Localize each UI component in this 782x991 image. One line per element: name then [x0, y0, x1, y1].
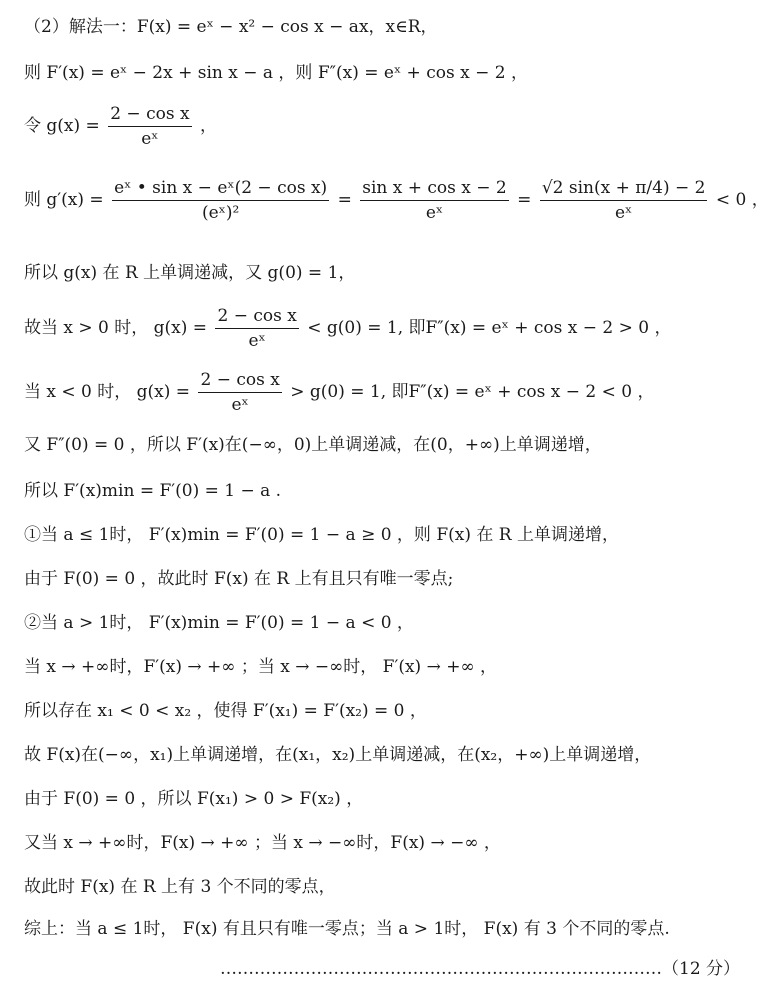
line-2: 则 F′(x) = eˣ − 2x + sin x − a ，则 F″(x) = eˣ + cos x − 2 ，	[24, 63, 528, 83]
line-18: 故此时 F(x) 在 R 上有 3 个不同的零点，	[24, 877, 336, 897]
line-17: 又当 x → +∞时，F(x) → +∞ ；当 x → −∞时，F(x) → −∞ ，	[24, 833, 501, 853]
score-footer: ……………………………………………………………………（12 分）	[220, 959, 741, 979]
fraction: $\frac{\text{sin x + cos x − 2}}{\text{eˣ}}$	[362, 178, 507, 223]
line-16: 由于 F(0) = 0 ，所以 F(x₁) > 0 > F(x₂) ，	[24, 789, 364, 809]
line-13: 当 x → +∞时，F′(x) → +∞ ；当 x → −∞时， F′(x) → +∞ ，	[24, 657, 498, 677]
line-12: ②当 a > 1时， F′(x)min = F′(0) = 1 − a < 0 ，	[24, 613, 414, 633]
fraction: $\frac{\text{2 − cos x}}{\text{eˣ}}$	[110, 104, 190, 149]
line-4: 则 g′(x) = $\frac{\text{eˣ • sin x − eˣ(2 − cos x)}}{\text{(eˣ)²}}$ = $\frac{\text{sin x + cos x − 2}}{\text{eˣ}}$ = $\frac{√2 \sin(x + \pi/4) - 2}{\text{eˣ}}$ < 0 ，	[24, 178, 769, 223]
fraction: $\frac{\text{2 − cos x}}{\text{eˣ}}$	[217, 306, 297, 351]
line-11: 由于 F(0) = 0 ，故此时 F(x) 在 R 上有且只有唯一零点;	[24, 569, 454, 589]
line-14: 所以存在 x₁ < 0 < x₂ ，使得 F′(x₁) = F′(x₂) = 0 ，	[24, 701, 427, 721]
line-3: 令 g(x) = $\frac{\text{2 − cos x}}{\text{eˣ}}$ ，	[24, 104, 217, 149]
line-5: 所以 g(x) 在 R 上单调递减，又 g(0) = 1，	[24, 263, 356, 283]
fraction: $\frac{\text{eˣ • sin x − eˣ(2 − cos x)}}{\text{(eˣ)²}}$	[114, 178, 328, 223]
line-1: （2）解法一：F(x) = eˣ − x² − cos x − ax，x∈R，	[24, 17, 438, 37]
fraction: $\frac{√2 \sin(x + \pi/4) - 2}{\text{eˣ}}$	[541, 178, 706, 223]
line-8: 又 F″(0) = 0 ，所以 F′(x)在(−∞，0)上单调递减，在(0，+∞)上单调递增，	[24, 435, 602, 455]
line-6: 故当 x > 0 时， g(x) = $\frac{\text{2 − cos x}}{\text{eˣ}}$ < g(0) = 1, 即F″(x) = eˣ + cos x − 2 > 0 ，	[24, 306, 672, 351]
line-15: 故 F(x)在(−∞，x₁)上单调递增，在(x₁，x₂)上单调递减，在(x₂，+∞)上单调递增，	[24, 745, 652, 765]
fraction: $\frac{\text{2 − cos x}}{\text{eˣ}}$	[200, 370, 280, 415]
line-7: 当 x < 0 时， g(x) = $\frac{\text{2 − cos x}}{\text{eˣ}}$ > g(0) = 1, 即F″(x) = eˣ + cos x − 2 < 0 ，	[24, 370, 655, 415]
line-19: 综上：当 a ≤ 1时， F(x) 有且只有唯一零点；当 a > 1时， F(x) 有 3 个不同的零点.	[24, 919, 670, 939]
line-10: ①当 a ≤ 1时， F′(x)min = F′(0) = 1 − a ≥ 0 ，则 F(x) 在 R 上单调递增，	[24, 525, 619, 545]
line-9: 所以 F′(x)min = F′(0) = 1 − a .	[24, 481, 282, 501]
